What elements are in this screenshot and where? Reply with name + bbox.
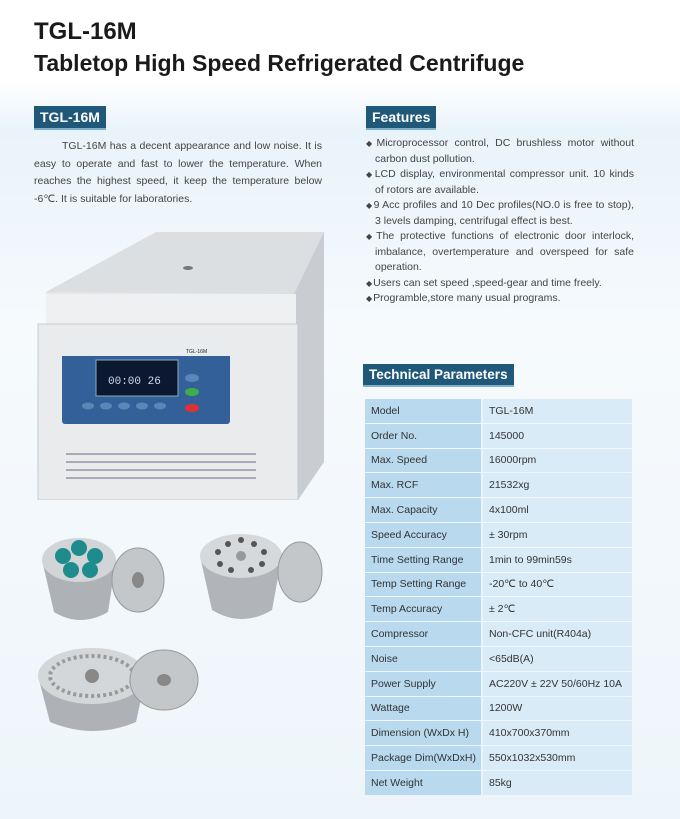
intro-text-body: TGL-16M has a decent appearance and low noise. It is easy to operate and fast to lower the temperature. When reaches the highest speed, it keep the temperature below -6℃. It is suitable for laboratories. (34, 140, 322, 205)
table-row (365, 473, 632, 497)
param-value: 16000rpm (481, 449, 632, 473)
params-table (365, 398, 632, 796)
param-label: Order No. (365, 424, 481, 448)
feature-item: ◆ LCD display, environmental compressor unit. 10 kinds of rotors are available. (366, 167, 634, 198)
param-value: -20℃ to 40℃ (481, 573, 632, 597)
rotor-image-1 (38, 520, 178, 630)
param-value: TGL-16M (481, 399, 632, 423)
param-label: Power Supply (365, 672, 481, 696)
param-value: 1min to 99min59s (481, 548, 632, 572)
table-row (365, 523, 632, 547)
table-row (365, 647, 632, 671)
table-row (365, 399, 632, 423)
param-value: <65dB(A) (481, 647, 632, 671)
rotor-image-3 (36, 640, 206, 740)
param-value: 550x1032x530mm (481, 746, 632, 770)
feature-item: ◆ The protective functions of electronic door interlock, imbalance, overtemperature and overspeed for safe operation. (366, 229, 634, 276)
features-list (366, 136, 634, 307)
param-label: Temp Accuracy (365, 597, 481, 621)
table-row (365, 672, 632, 696)
param-label: Wattage (365, 697, 481, 721)
param-value: 145000 (481, 424, 632, 448)
param-label: Dimension (WxDx H) (365, 721, 481, 745)
intro-heading: TGL-16M (34, 106, 106, 130)
param-value: ± 30rpm (481, 523, 632, 547)
table-row (365, 746, 632, 770)
param-label: Max. Speed (365, 449, 481, 473)
table-row (365, 573, 632, 597)
svg-text:00:00 26: 00:00 26 (108, 376, 161, 388)
table-row (365, 548, 632, 572)
param-label: Net Weight (365, 771, 481, 795)
feature-item: ◆ Microprocessor control, DC brushless motor without carbon dust pollution. (366, 136, 634, 167)
table-row (365, 771, 632, 795)
param-label: Time Setting Range (365, 548, 481, 572)
rotor-image-2 (196, 528, 326, 628)
param-label: Model (365, 399, 481, 423)
table-row (365, 597, 632, 621)
feature-item: ◆ 9 Acc profiles and 10 Dec profiles(NO.0 is free to stop), 3 levels damping, centrifugal effect is best. (366, 198, 634, 229)
product-title: Tabletop High Speed Refrigerated Centrifuge (34, 50, 525, 76)
param-label: Max. Capacity (365, 498, 481, 522)
param-value: 21532xg (481, 473, 632, 497)
features-heading: Features (366, 106, 436, 130)
params-heading: Technical Parameters (363, 364, 514, 387)
param-label: Speed Accuracy (365, 523, 481, 547)
table-row (365, 697, 632, 721)
table-row (365, 622, 632, 646)
param-label: Compressor (365, 622, 481, 646)
table-row (365, 424, 632, 448)
param-value: ± 2℃ (481, 597, 632, 621)
table-row (365, 498, 632, 522)
param-label: Temp Setting Range (365, 573, 481, 597)
param-label: Max. RCF (365, 473, 481, 497)
panel-label: TGL-16M (186, 349, 208, 355)
intro-text (34, 138, 322, 208)
model-title: TGL-16M (34, 18, 137, 45)
param-value: AC220V ± 22V 50/60Hz 10A (481, 672, 632, 696)
param-value: 1200W (481, 697, 632, 721)
feature-item: ◆ Programble,store many usual programs. (366, 291, 634, 307)
table-row (365, 721, 632, 745)
centrifuge-image (36, 232, 324, 500)
param-value: 85kg (481, 771, 632, 795)
param-value: Non-CFC unit(R404a) (481, 622, 632, 646)
param-value: 4x100ml (481, 498, 632, 522)
param-label: Noise (365, 647, 481, 671)
param-label: Package Dim(WxDxH) (365, 746, 481, 770)
feature-item: ◆ Users can set speed ,speed-gear and time freely. (366, 276, 634, 292)
param-value: 410x700x370mm (481, 721, 632, 745)
table-row (365, 449, 632, 473)
